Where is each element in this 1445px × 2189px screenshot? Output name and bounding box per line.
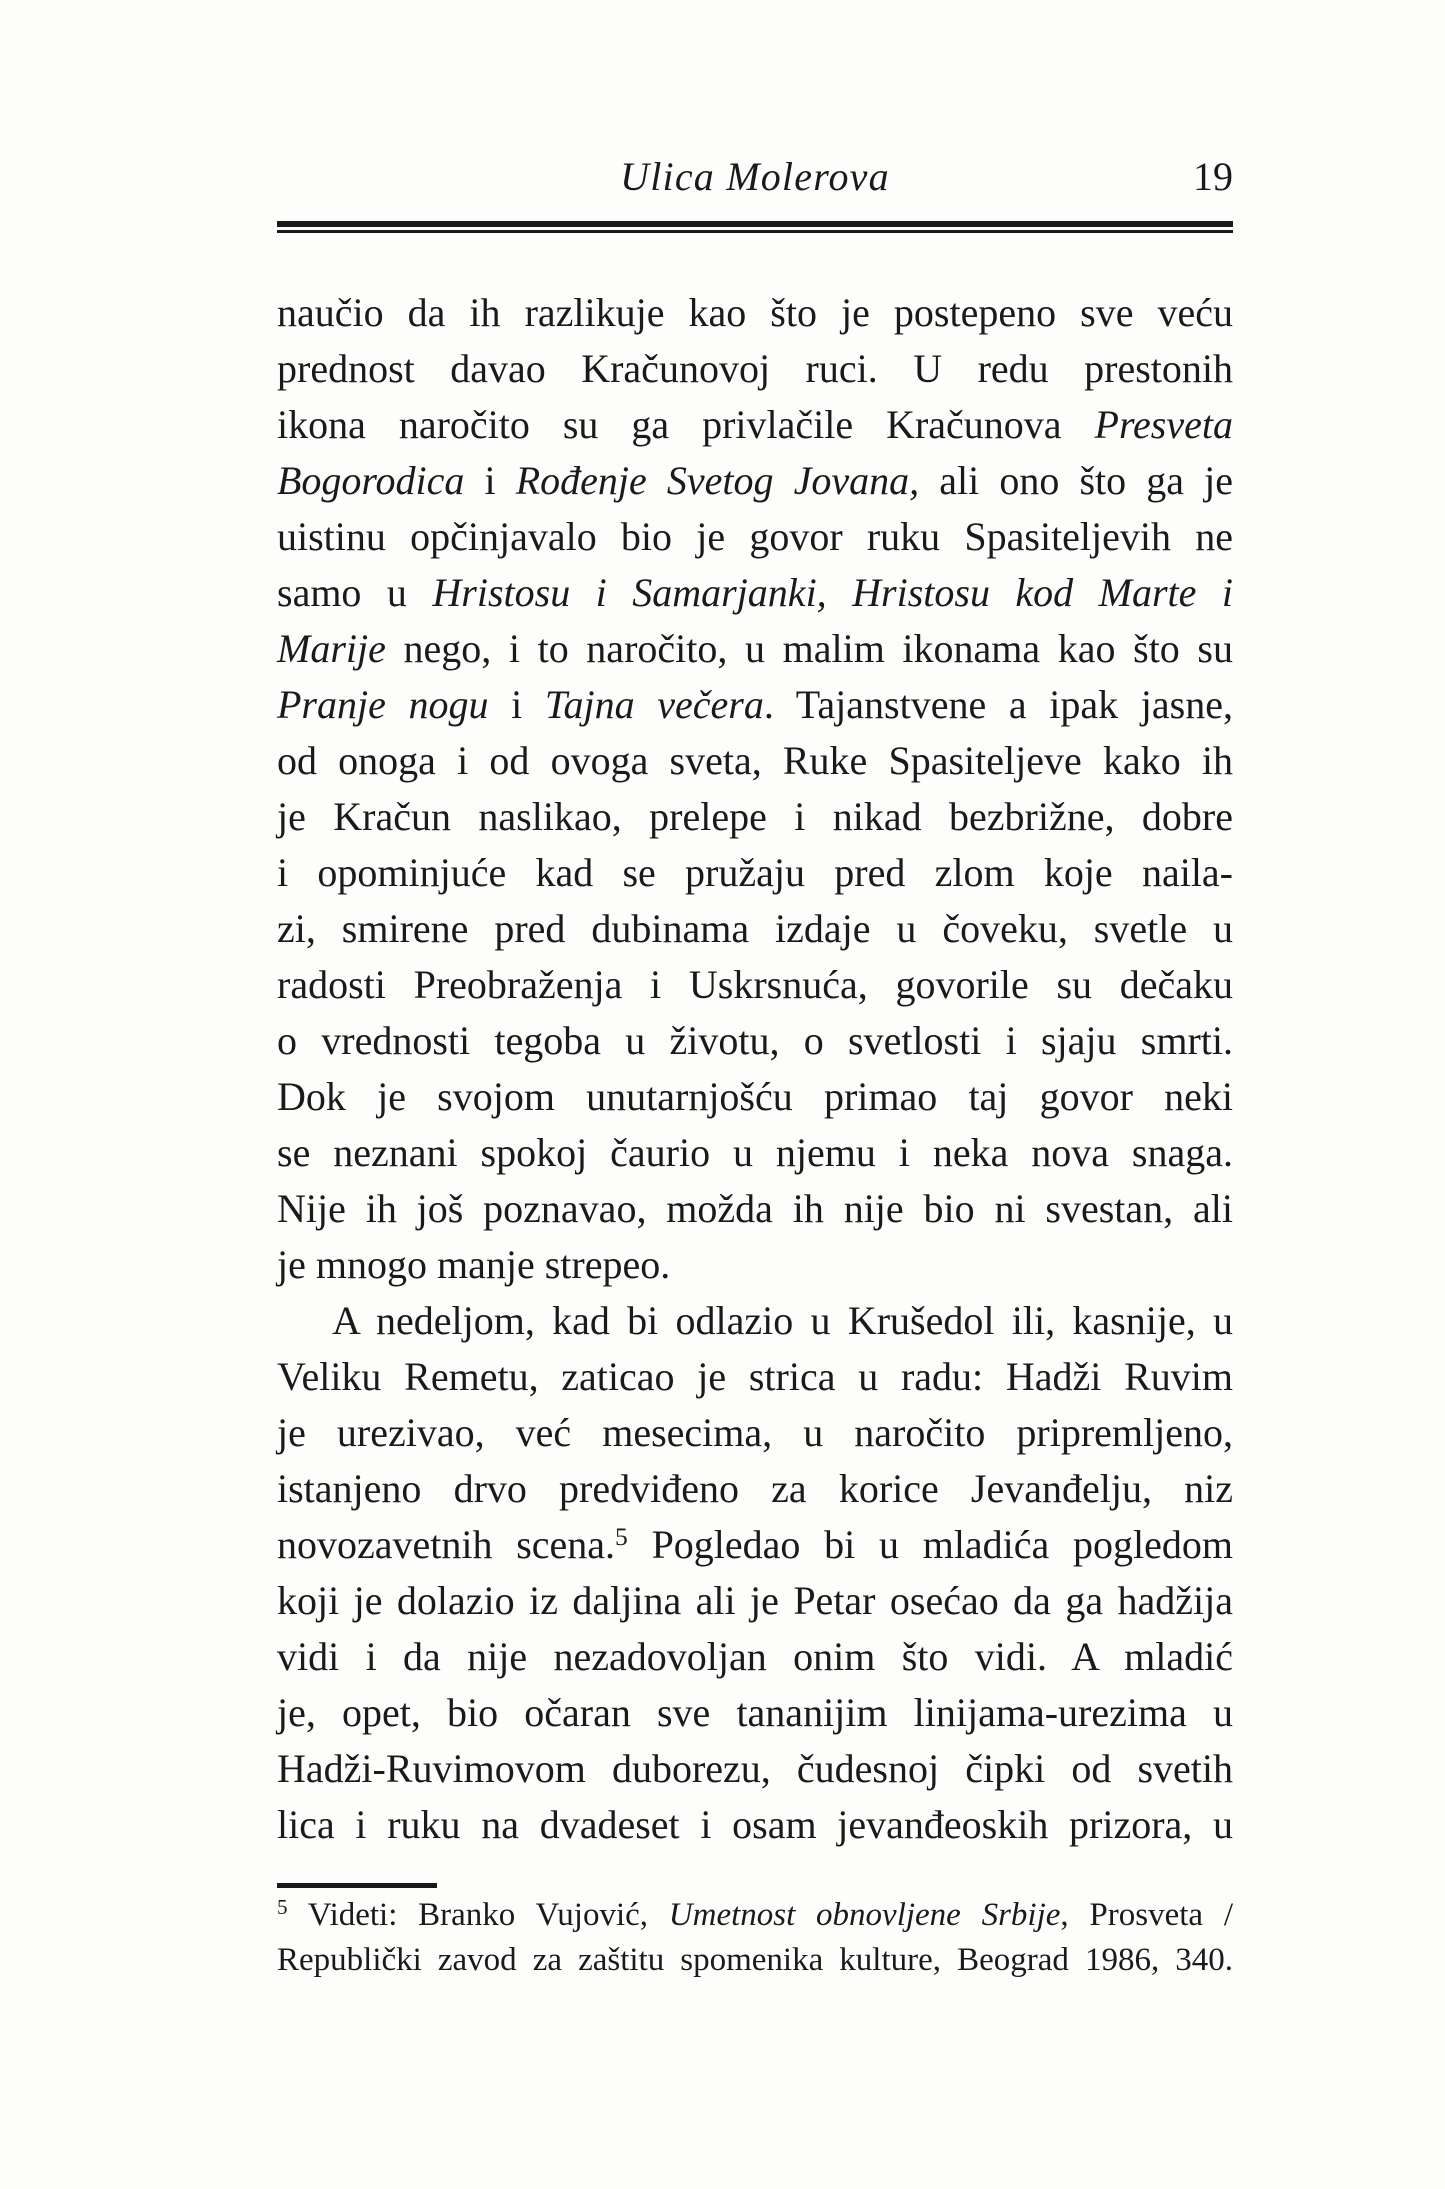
page-title: Ulica Molerova [620,154,890,199]
text-run: . Tajanstvene a ipak jasne, [763,682,1233,727]
text-line [277,509,1233,565]
text-run: uistinu opčinjavalo bio je govor ruku Spasiteljevih ne [277,514,1233,559]
text-line [277,1181,1233,1237]
text-run: Pogledao bi u mladića pogledom [627,1522,1233,1567]
footnote [277,1893,1233,1983]
text-run: od onoga i od ovoga sveta, Ruke Spasiteljeve kako ih [277,738,1233,783]
italic-text: Marije [277,626,386,671]
paragraph [277,1293,1233,1853]
page-number: 19 [1193,154,1233,199]
text-run: Veliku Remetu, zaticao je strica u radu: Hadži Ruvim [277,1354,1233,1399]
text-run: i [488,682,545,727]
text-line [277,1461,1233,1517]
text-run: novozavetnih scena. [277,1522,616,1567]
text-run: lica i ruku na dvadeset i osam jevanđeoskih prizora, u [277,1802,1233,1847]
text-run: radosti Preobraženja i Uskrsnuća, govorile su dečaku [277,962,1233,1007]
italic-text: Rođenje Svetog Jovana, [515,458,920,503]
text-line [277,845,1233,901]
text-run: zi, smirene pred dubinama izdaje u čoveku, svetle u [277,906,1233,951]
text-run: je urezivao, već mesecima, u naročito pripremljeno, [277,1410,1233,1455]
text-run: i opominjuće kad se pružaju pred zlom koje naila- [277,850,1233,895]
text-line [277,1237,1233,1293]
text-run: koji je dolazio iz daljina ali je Petar osećao da ga hadžija [277,1578,1233,1623]
text-line [277,733,1233,789]
text-line [277,1293,1233,1349]
running-head [277,153,1233,201]
text-run: nego, i to naročito, u malim ikonama kao što su [385,626,1233,671]
text-line [277,1685,1233,1741]
text-run: ali ono što ga je [919,458,1234,503]
text-run: je mnogo manje strepeo. [277,1242,671,1287]
text-line [277,1349,1233,1405]
text-line [277,1405,1233,1461]
italic-text: Presveta [1094,402,1233,447]
text-line [277,621,1233,677]
text-run: i [464,458,516,503]
italic-text: Pranje nogu [277,682,489,727]
text-run: je Kračun naslikao, prelepe i nikad bezbrižne, dobre [277,794,1233,839]
text-run: prednost davao Kračunovoj ruci. U redu prestonih [277,346,1233,391]
text-line [277,1125,1233,1181]
text-run: vidi i da nije nezadovoljan onim što vidi. A mladić [277,1634,1233,1679]
text-line [277,1629,1233,1685]
text-column [277,0,1233,2189]
text-line: 5 Videti: Branko Vujović, Umetnost obnovljene Srbije, Prosveta / [277,1895,1233,1933]
text-run: Hadži-Ruvimovom duborezu, čudesnoj čipki od svetih [277,1746,1233,1791]
text-run: , Prosveta / [1060,1897,1233,1933]
italic-text: Hristosu i Samarjanki, Hristosu kod Marte i [432,570,1233,615]
footnote-rule [277,1883,437,1888]
text-run: Videti: Branko Vujović, [287,1897,669,1933]
text-run: Republički zavod za zaštitu spomenika kulture, Beograd 1986, 340. [277,1942,1233,1978]
text-run: istanjeno drvo predviđeno za korice Jevanđelju, niz [277,1466,1233,1511]
text-line [277,901,1233,957]
text-line [277,397,1233,453]
text-run: A nedeljom, kad bi odlazio u Krušedol ili, kasnije, u [332,1298,1233,1343]
text-run: je, opet, bio očaran sve tananijim linijama-urezima u [277,1690,1233,1735]
text-line [277,1573,1233,1629]
text-line [277,957,1233,1013]
text-run: naučio da ih razlikuje kao što je postepeno sve veću [277,290,1233,335]
italic-text: Umetnost obnovljene Srbije [668,1897,1061,1933]
text-line [277,789,1233,845]
paragraph [277,285,1233,1293]
text-line [277,677,1233,733]
text-line [277,1013,1233,1069]
text-line [277,565,1233,621]
text-line [277,1069,1233,1125]
text-line [277,453,1233,509]
text-line [277,1797,1233,1853]
text-run: Nije ih još poznavao, možda ih nije bio ni svestan, ali [277,1186,1233,1231]
text-run: samo u [277,570,433,615]
text-run: ikona naročito su ga privlačile Kračunova [277,402,1095,447]
text-run: se neznani spokoj čaurio u njemu i neka nova snaga. [277,1130,1233,1175]
italic-text: Bogorodica [277,458,465,503]
text-run: o vrednosti tegoba u životu, o svetlosti i sjaju smrti. [277,1018,1233,1063]
text-line: novozavetnih scena.5 Pogledao bi u mladića pogledom [277,1522,1233,1567]
text-line [277,1938,1233,1983]
header-rule [277,221,1233,233]
body-text [277,285,1233,1853]
italic-text: Tajna večera [544,682,764,727]
text-line [277,285,1233,341]
text-run: Dok je svojom unutarnjošću primao taj govor neki [277,1074,1233,1119]
text-line [277,1741,1233,1797]
text-line [277,341,1233,397]
